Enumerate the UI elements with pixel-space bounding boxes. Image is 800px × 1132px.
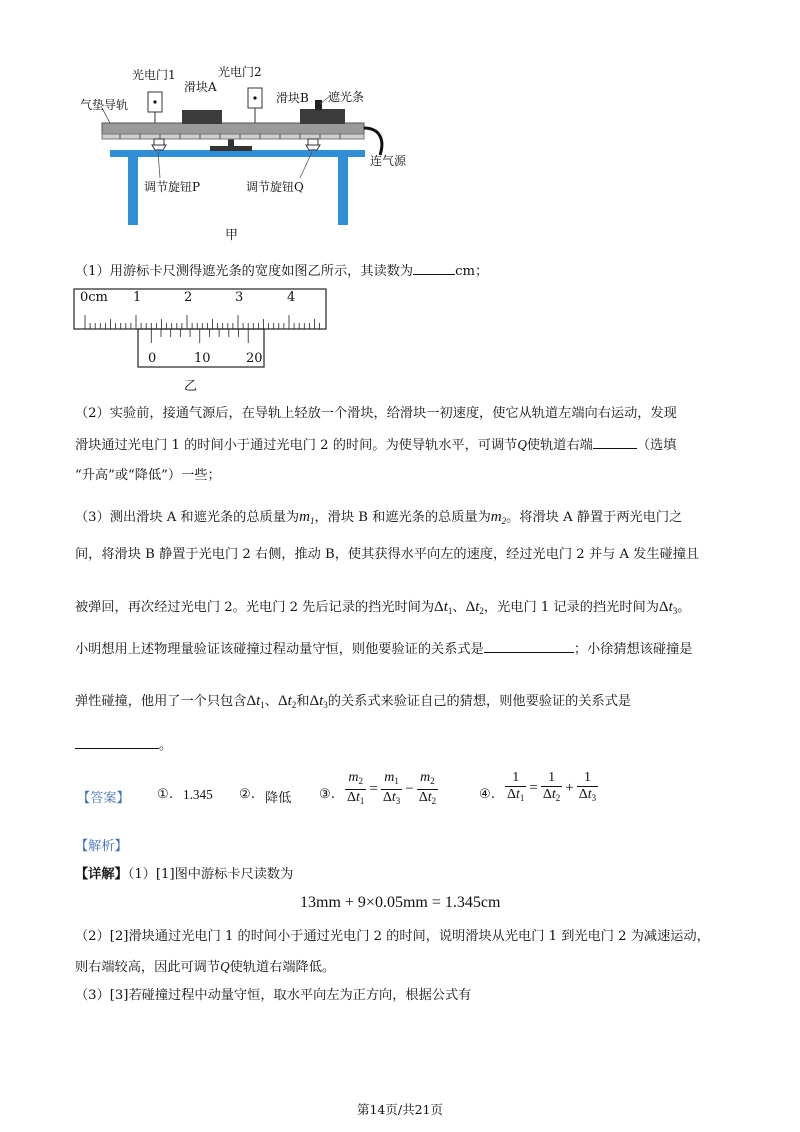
q3-l3d: 。 xyxy=(677,600,691,615)
q2-line-2-text: 滑块通过光电门 1 的时间小于通过光电门 2 的时间。为使导轨水平，可调节 xyxy=(75,438,518,453)
main-scale-label-0: 0cm xyxy=(80,290,108,305)
main-scale-label-2: 2 xyxy=(184,290,193,305)
answer-row xyxy=(77,770,717,816)
detail-line-3 xyxy=(75,958,335,977)
answer-3-num: ③. xyxy=(319,787,336,802)
q2-line-3: “升高”或“降低”）一些； xyxy=(75,468,221,483)
label-slider-b: 滑块B xyxy=(276,91,309,105)
q1-answer-blank xyxy=(413,262,455,275)
var-dt3: $\Delta t_3$ xyxy=(658,599,678,616)
q3-line-5 xyxy=(75,692,631,714)
label-knob-p: 调节旋钮P xyxy=(144,180,201,194)
q3-line-4 xyxy=(75,640,693,659)
var-dt1: $\Delta t_1$ xyxy=(434,599,453,616)
q2-var-q: Q xyxy=(517,437,527,452)
detail-line-1 xyxy=(75,866,293,884)
detail-line-4: （3）[3]若碰撞过程中动量守恒，取水平向左为正方向，根据公式有 xyxy=(75,988,472,1003)
q3-l1c: 。将滑块 A 静置于两光电门之 xyxy=(506,510,683,525)
q3-l4b: ；小徐猜想该碰撞是 xyxy=(573,642,693,657)
q3-l5c: 和 xyxy=(296,694,310,709)
q3-l5b: 、 xyxy=(264,694,278,709)
label-air-source: 连气源 xyxy=(370,154,407,168)
detail-d2b-post: 使轨道右端降低。 xyxy=(229,960,336,975)
answer-4-num: ④. xyxy=(479,787,496,802)
q3-l3c: ，光电门 1 记录的挡光时间为 xyxy=(483,600,659,615)
q3-answer-blank-1 xyxy=(484,640,574,653)
answer-3-formula: $\frac{m_2}{\Delta t_1}$ = $\frac{m_1}{\Delta t_3}$ − $\frac{m_2}{\Delta t_2}$ xyxy=(347,770,437,806)
figure-caption-yi: 乙 xyxy=(184,379,198,394)
q3-line-6 xyxy=(75,736,172,755)
figure-vernier-caliper xyxy=(72,285,332,393)
answer-1-num: ①. xyxy=(157,787,174,802)
analysis-tag: 【解析】 xyxy=(75,839,128,854)
main-scale-label-3: 3 xyxy=(235,290,244,305)
q3-l4a: 小明想用上述物理量验证该碰撞过程动量守恒，则他要验证的关系式是 xyxy=(75,642,484,657)
detail-formula: 13mm + 9×0.05mm = 1.345cm xyxy=(300,894,501,911)
q3-l5a: 弹性碰撞，他用了一个只包含 xyxy=(75,694,247,709)
q2-line-2-text-b: 使轨道右端 xyxy=(526,438,593,453)
answer-2-num: ②. xyxy=(239,787,256,802)
vernier-label-0: 0 xyxy=(148,351,157,366)
label-gate1: 光电门1 xyxy=(132,68,176,82)
q3-line-2: 间，将滑块 B 静置于光电门 2 右侧，推动 B，使其获得水平向左的速度，经过光电门 2 并与 A 发生碰撞且 xyxy=(75,547,700,562)
main-scale-label-1: 1 xyxy=(133,290,142,305)
q3-l3b: 、 xyxy=(452,600,466,615)
label-shade-strip: 遮光条 xyxy=(328,90,365,104)
var-dt3-b: $\Delta t_3$ xyxy=(309,693,328,710)
answer-1: 1.345 xyxy=(183,787,213,802)
q1-unit: cm； xyxy=(455,264,489,279)
q2-line-1: （2）实验前，接通气源后，在导轨上轻放一个滑块，给滑块一初速度，使它从轨道左端向右运动，发现 xyxy=(75,406,677,421)
figure-air-track xyxy=(80,60,420,245)
label-air-rail: 气垫导轨 xyxy=(80,98,129,112)
detail-tag: 【详解】 xyxy=(75,867,128,882)
q3-answer-blank-2 xyxy=(75,736,159,749)
question-1 xyxy=(75,262,488,281)
q2-line-2-text-c: （选填 xyxy=(636,438,677,453)
var-dt2-b: $\Delta t_2$ xyxy=(277,693,297,710)
q3-line-3 xyxy=(75,598,690,620)
q3-l1a: （3）测出滑块 A 和遮光条的总质量为 xyxy=(75,510,300,525)
q3-l3a: 被弹回，再次经过光电门 2。光电门 2 先后记录的挡光时间为 xyxy=(75,600,435,615)
answer-2: 降低 xyxy=(265,791,292,806)
vernier-label-20: 20 xyxy=(246,351,263,366)
q3-l1b: ，滑块 B 和遮光条的总质量为 xyxy=(314,510,491,525)
detail-d2b-pre: 则右端较高，因此可调节 xyxy=(75,960,221,975)
q1-text: （1）用游标卡尺测得遮光条的宽度如图乙所示，其读数为 xyxy=(75,264,414,279)
var-m2: $m_2$ xyxy=(490,509,507,526)
vernier-label-10: 10 xyxy=(194,351,211,366)
detail-line-2: （2）[2]滑块通过光电门 1 的时间小于通过光电门 2 的时间，说明滑块从光电门 1 到光电门 2 为减速运动， xyxy=(75,929,710,944)
var-dt1-b: $\Delta t_1$ xyxy=(246,693,265,710)
label-knob-q: 调节旋钮Q xyxy=(246,180,304,194)
air-track-diagram xyxy=(80,60,420,245)
var-m1: $m_1$ xyxy=(299,509,315,526)
page-footer: 第14页/共21页 xyxy=(356,1102,444,1117)
main-scale-label-4: 4 xyxy=(287,290,296,305)
label-gate2: 光电门2 xyxy=(218,65,262,79)
q3-l5d: 的关系式来验证自己的猜想，则他要验证的关系式是 xyxy=(327,694,632,709)
q3-line-1 xyxy=(75,508,682,530)
figure-caption-jia: 甲 xyxy=(225,228,239,243)
answer-4-formula: $\frac{1}{\Delta t_1}$ = $\frac{1}{\Delta t_2}$ + $\frac{1}{\Delta t_3}$ xyxy=(507,770,597,803)
q2-line-2 xyxy=(75,436,676,455)
detail-var-q: Q xyxy=(220,959,230,974)
q3-l6: 。 xyxy=(159,738,173,753)
label-slider-a: 滑块A xyxy=(184,80,217,94)
detail-d1: （1）[1]图中游标卡尺读数为 xyxy=(127,867,294,882)
q2-answer-blank xyxy=(593,436,637,449)
var-dt2: $\Delta t_2$ xyxy=(465,599,484,616)
answer-tag: 【答案】 xyxy=(77,791,130,806)
